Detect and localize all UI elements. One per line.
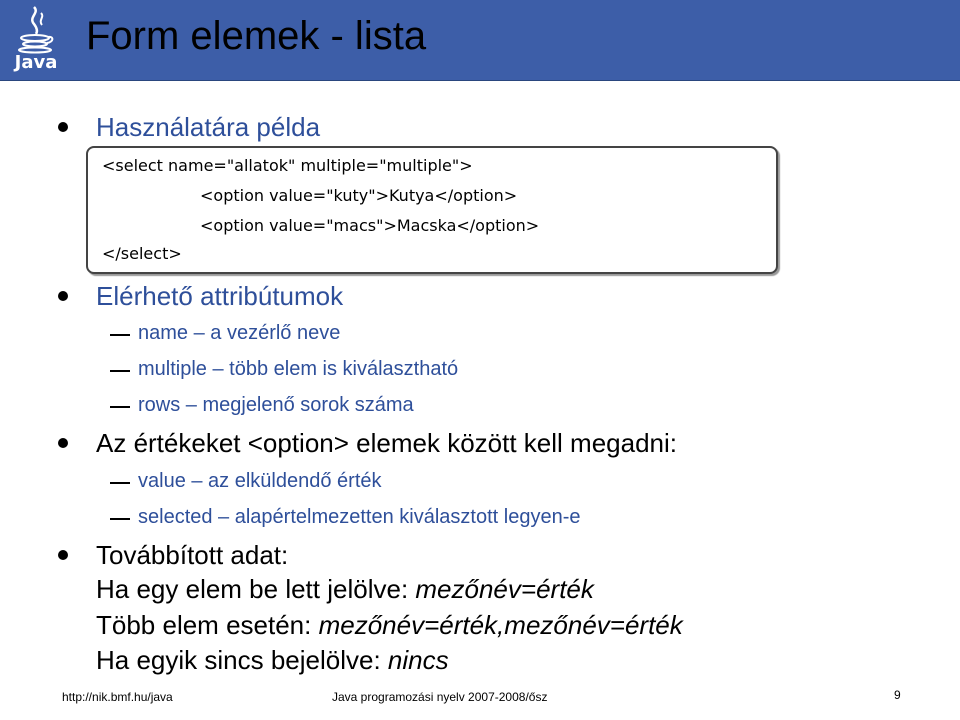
dash-marker <box>110 370 130 372</box>
code-example-box <box>86 146 778 274</box>
code-line: <option value="macs">Macska</option> <box>200 216 540 235</box>
transmitted-line <box>96 574 594 605</box>
bullet-attributes-text: Elérhető attribútumok <box>96 281 344 311</box>
bullet-dot <box>58 291 68 301</box>
line-example: nincs <box>387 645 449 675</box>
line-prefix: Több elem esetén: <box>96 610 319 640</box>
footer-course: Java programozási nyelv 2007-2008/ősz <box>332 690 548 704</box>
dash-marker <box>110 482 130 484</box>
footer-url: http://nik.bmf.hu/java <box>62 690 173 704</box>
sub-item-text: rows – megjelenő sorok száma <box>138 394 414 416</box>
dash-marker <box>110 406 130 408</box>
transmitted-line <box>96 645 449 676</box>
bullet-transmitted-text: Továbbított adat: <box>96 540 289 570</box>
line-prefix: Ha egyik sincs bejelölve: <box>96 645 388 675</box>
code-line: </select> <box>102 244 182 263</box>
code-line: <select name="allatok" multiple="multiple"> <box>102 156 473 175</box>
line-example: mezőnév=érték <box>415 574 594 604</box>
bullet-option-values-text: Az értékeket <option> elemek között kell megadni: <box>96 428 677 458</box>
java-logo <box>10 4 62 78</box>
dash-marker <box>110 518 130 520</box>
slide-header <box>0 0 960 81</box>
coffee-cup-icon <box>10 4 62 54</box>
sub-item-text: value – az elküldendő érték <box>138 470 382 492</box>
line-example: mezőnév=érték,mezőnév=érték <box>318 610 683 640</box>
java-logo-text: Java <box>14 52 58 73</box>
bullet-dot <box>58 438 68 448</box>
bullet-dot <box>58 550 68 560</box>
sub-item-text: name – a vezérlő neve <box>138 322 341 344</box>
sub-item-text: selected – alapértelmezetten kiválasztott legyen-e <box>138 506 581 528</box>
dash-marker <box>110 334 130 336</box>
bullet-usage-text: Használatára példa <box>96 112 321 142</box>
bullet-dot <box>58 122 68 132</box>
line-prefix: Ha egy elem be lett jelölve: <box>96 574 416 604</box>
transmitted-line <box>96 610 683 641</box>
sub-item-text: multiple – több elem is kiválasztható <box>138 358 459 380</box>
page-number: 9 <box>894 688 901 702</box>
slide-title: Form elemek - lista <box>86 14 427 58</box>
code-line: <option value="kuty">Kutya</option> <box>200 186 518 205</box>
